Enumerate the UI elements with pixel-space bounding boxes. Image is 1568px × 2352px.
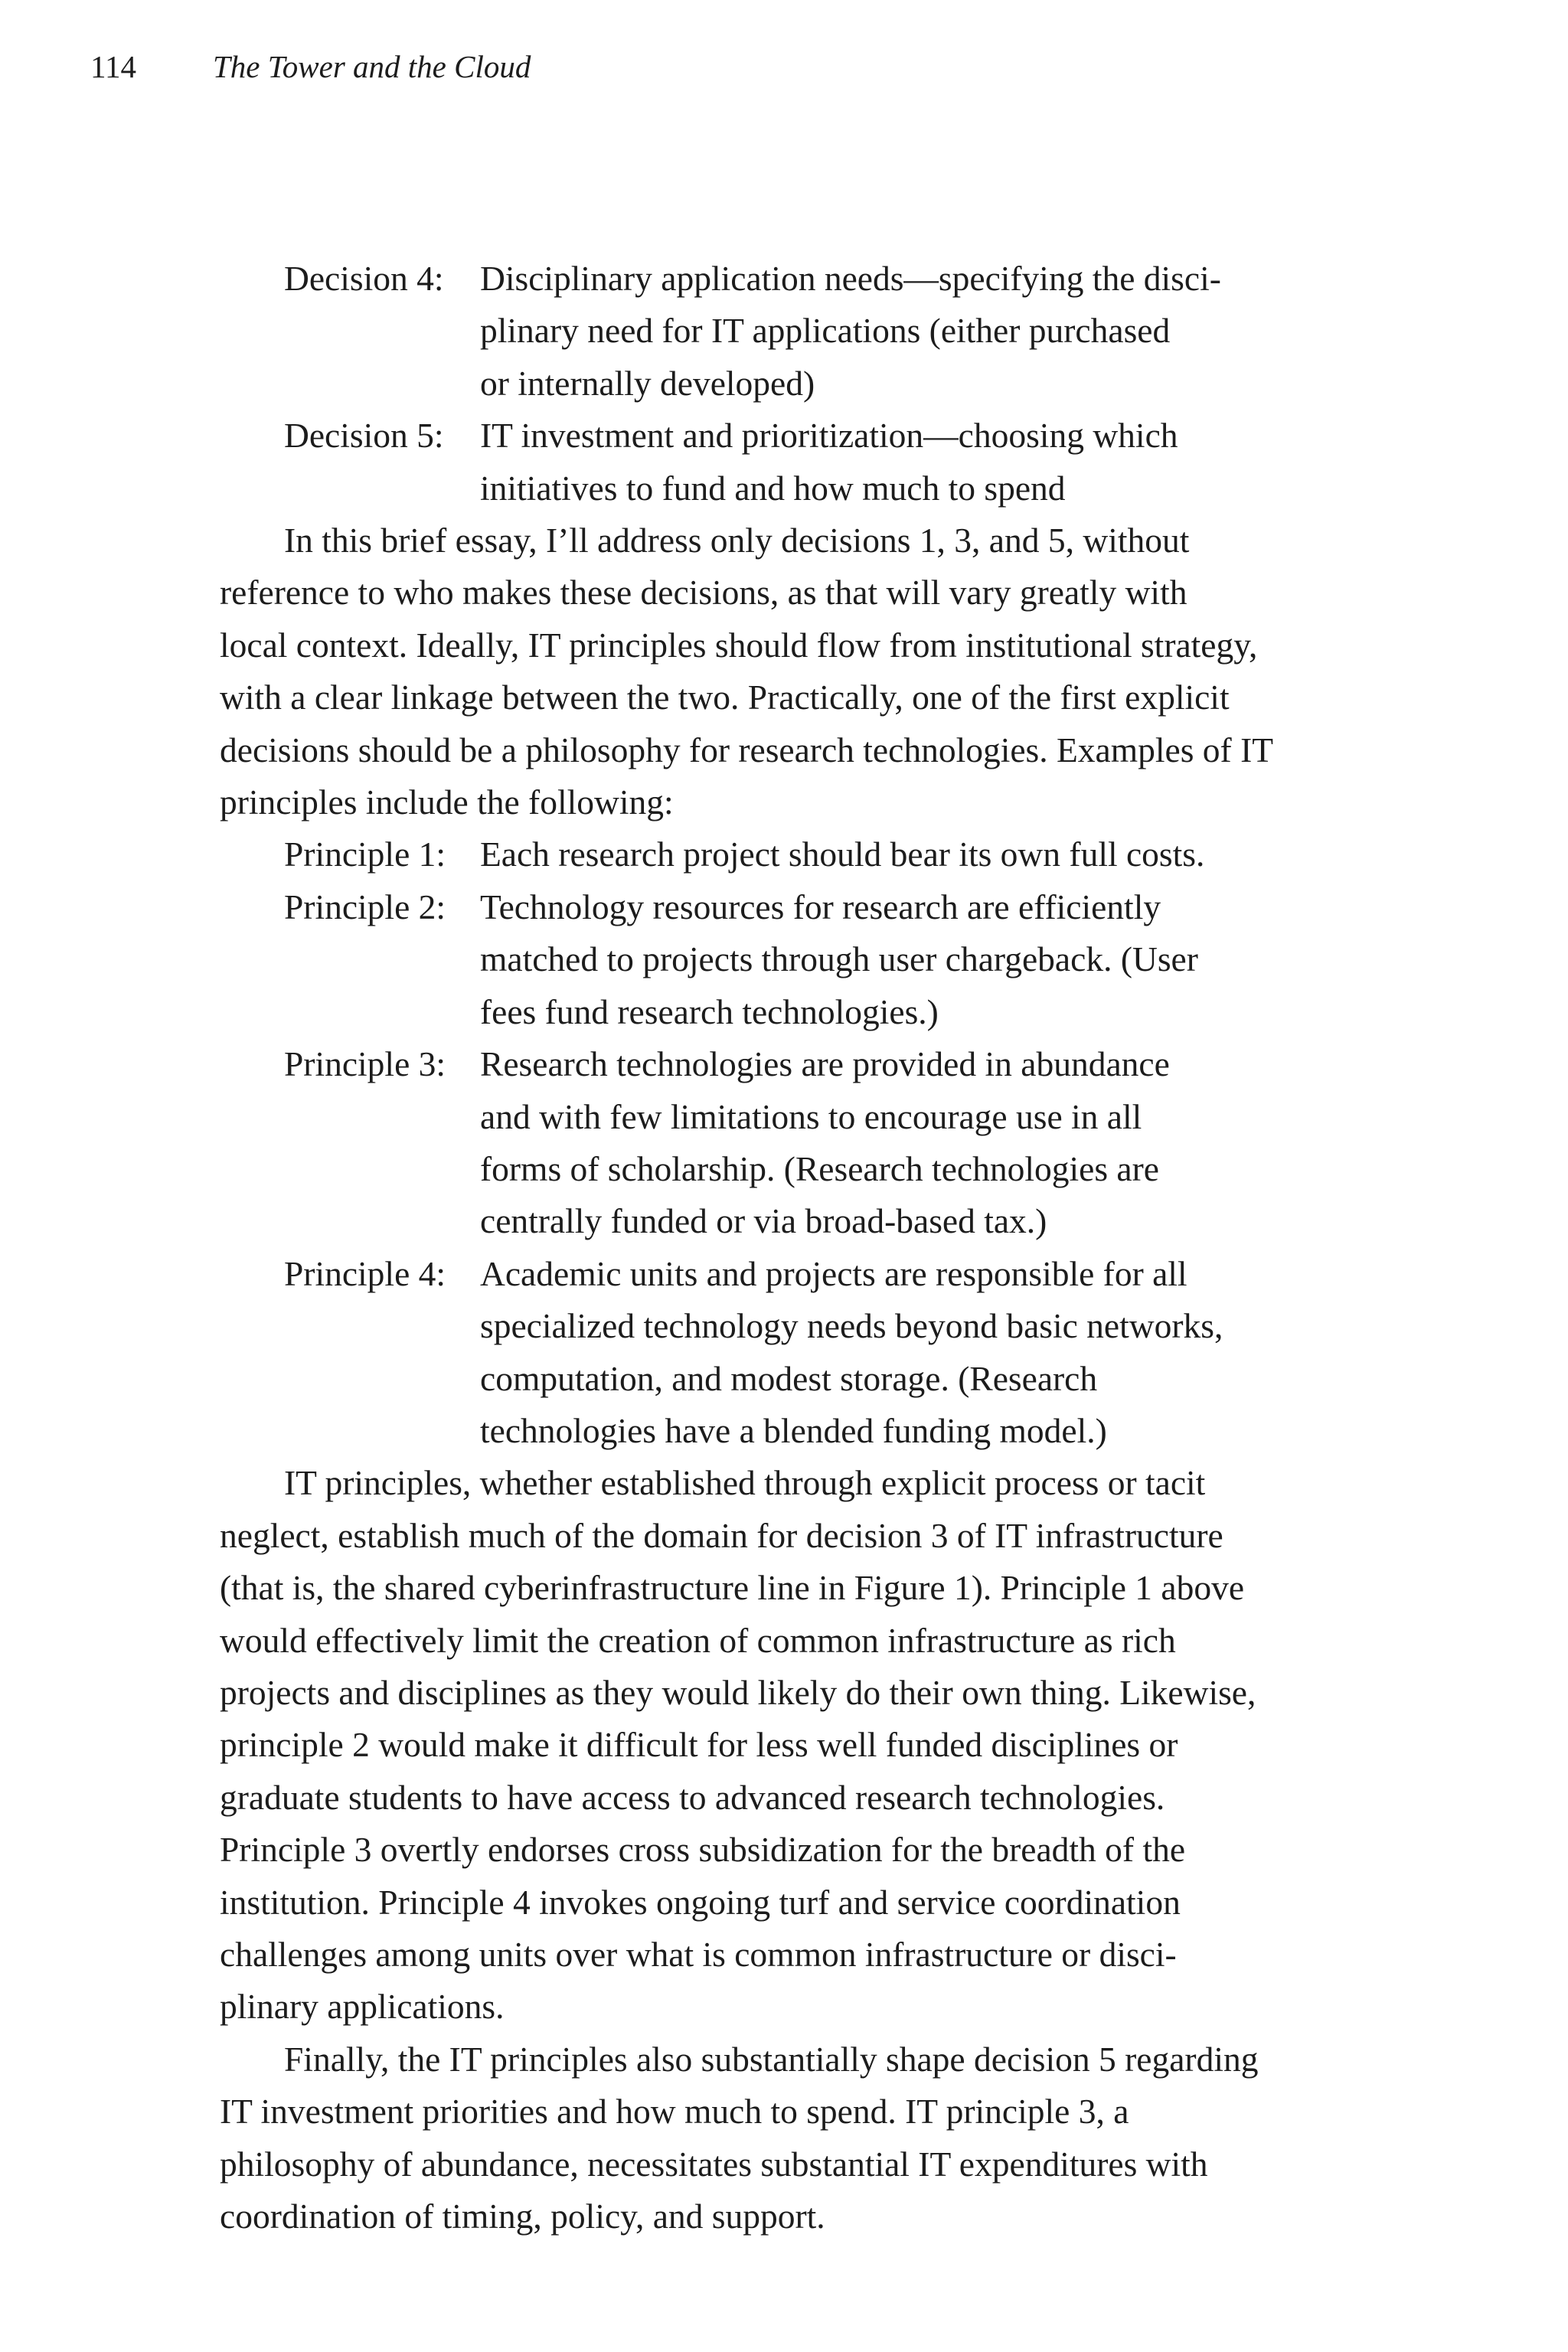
text-line: forms of scholarship. (Research technologies are: [480, 1148, 1159, 1188]
principle-label: Principle 3:: [284, 1044, 446, 1084]
paragraph-principles-discussion: [220, 1457, 1383, 2033]
text-line: neglect, establish much of the domain for decision 3 of IT infrastructure: [220, 1515, 1223, 1555]
principle-4-entry: [220, 1248, 1383, 1458]
paragraph-investment: [220, 2034, 1383, 2243]
text-line: IT principles, whether established through explicit process or tacit: [284, 1463, 1206, 1503]
text-line: Disciplinary application needs—specifying the disci-: [480, 259, 1221, 298]
text-line: projects and disciplines as they would likely do their own thing. Likewise,: [220, 1672, 1256, 1712]
body-text: [220, 253, 1383, 2243]
principle-2-entry: [220, 881, 1383, 1038]
text-line: technologies have a blended funding model.): [480, 1410, 1107, 1450]
principle-description: [480, 1248, 1276, 1458]
text-line: plinary applications.: [220, 1987, 505, 2027]
principle-description: [480, 881, 1276, 1038]
principle-1-entry: [220, 828, 1383, 880]
book-title: The Tower and the Cloud: [213, 49, 531, 84]
text-line: IT investment priorities and how much to spend. IT principle 3, a: [220, 2092, 1129, 2132]
decision-4-entry: [220, 253, 1383, 410]
text-line: with a clear linkage between the two. Practically, one of the first explicit: [220, 678, 1230, 717]
text-line: would effectively limit the creation of common infrastructure as rich: [220, 1620, 1176, 1660]
text-line: In this brief essay, I’ll address only decisions 1, 3, and 5, without: [284, 521, 1190, 560]
principle-3-entry: [220, 1038, 1383, 1248]
text-line: Technology resources for research are efficiently: [480, 887, 1161, 926]
decision-description: [480, 410, 1276, 514]
text-line: Research technologies are provided in abundance: [480, 1044, 1170, 1084]
principle-label: Principle 2:: [284, 887, 446, 926]
text-line: specialized technology needs beyond basic networks,: [480, 1306, 1223, 1346]
text-line: Principle 3 overtly endorses cross subsidization for the breadth of the: [220, 1830, 1186, 1870]
text-line: or internally developed): [480, 363, 815, 403]
text-line: institution. Principle 4 invokes ongoing turf and service coordination: [220, 1882, 1181, 1922]
text-line: computation, and modest storage. (Research: [480, 1358, 1098, 1398]
text-line: matched to projects through user chargeback. (User: [480, 939, 1198, 979]
text-line: reference to who makes these decisions, as that will vary greatly with: [220, 573, 1187, 612]
text-line: principle 2 would make it difficult for less well funded disciplines or: [220, 1725, 1178, 1765]
text-line: Finally, the IT principles also substantially shape decision 5 regarding: [284, 2039, 1259, 2079]
text-line: philosophy of abundance, necessitates substantial IT expenditures with: [220, 2144, 1208, 2184]
decision-description: [480, 253, 1276, 410]
principle-label: Principle 1:: [284, 835, 446, 874]
principle-description: [480, 828, 1276, 880]
decision-label: Decision 4:: [284, 259, 444, 298]
paragraph-intro: [220, 514, 1383, 828]
text-line: challenges among units over what is common infrastructure or disci-: [220, 1935, 1177, 1974]
text-line: graduate students to have access to advanced research technologies.: [220, 1777, 1165, 1817]
decision-5-entry: [220, 410, 1383, 514]
page-number: 114: [90, 49, 136, 84]
text-line: Each research project should bear its own full costs.: [480, 835, 1205, 874]
text-line: centrally funded or via broad-based tax.): [480, 1201, 1047, 1241]
text-line: IT investment and prioritization—choosing which: [480, 416, 1178, 456]
text-line: local context. Ideally, IT principles should flow from institutional strategy,: [220, 625, 1258, 665]
text-line: decisions should be a philosophy for research technologies. Examples of IT: [220, 730, 1274, 769]
text-line: (that is, the shared cyberinfrastructure line in Figure 1). Principle 1 above: [220, 1568, 1245, 1608]
text-line: Academic units and projects are responsible for all: [480, 1253, 1187, 1293]
text-line: fees fund research technologies.): [480, 991, 939, 1031]
text-line: principles include the following:: [220, 782, 674, 822]
principle-description: [480, 1038, 1276, 1248]
running-head: [90, 47, 531, 86]
principle-label: Principle 4:: [284, 1253, 446, 1293]
decision-label: Decision 5:: [284, 416, 444, 456]
text-line: and with few limitations to encourage use in all: [480, 1096, 1142, 1136]
text-line: plinary need for IT applications (either purchased: [480, 311, 1171, 351]
text-line: initiatives to fund and how much to spend: [480, 468, 1066, 508]
text-line: coordination of timing, policy, and support.: [220, 2197, 825, 2236]
